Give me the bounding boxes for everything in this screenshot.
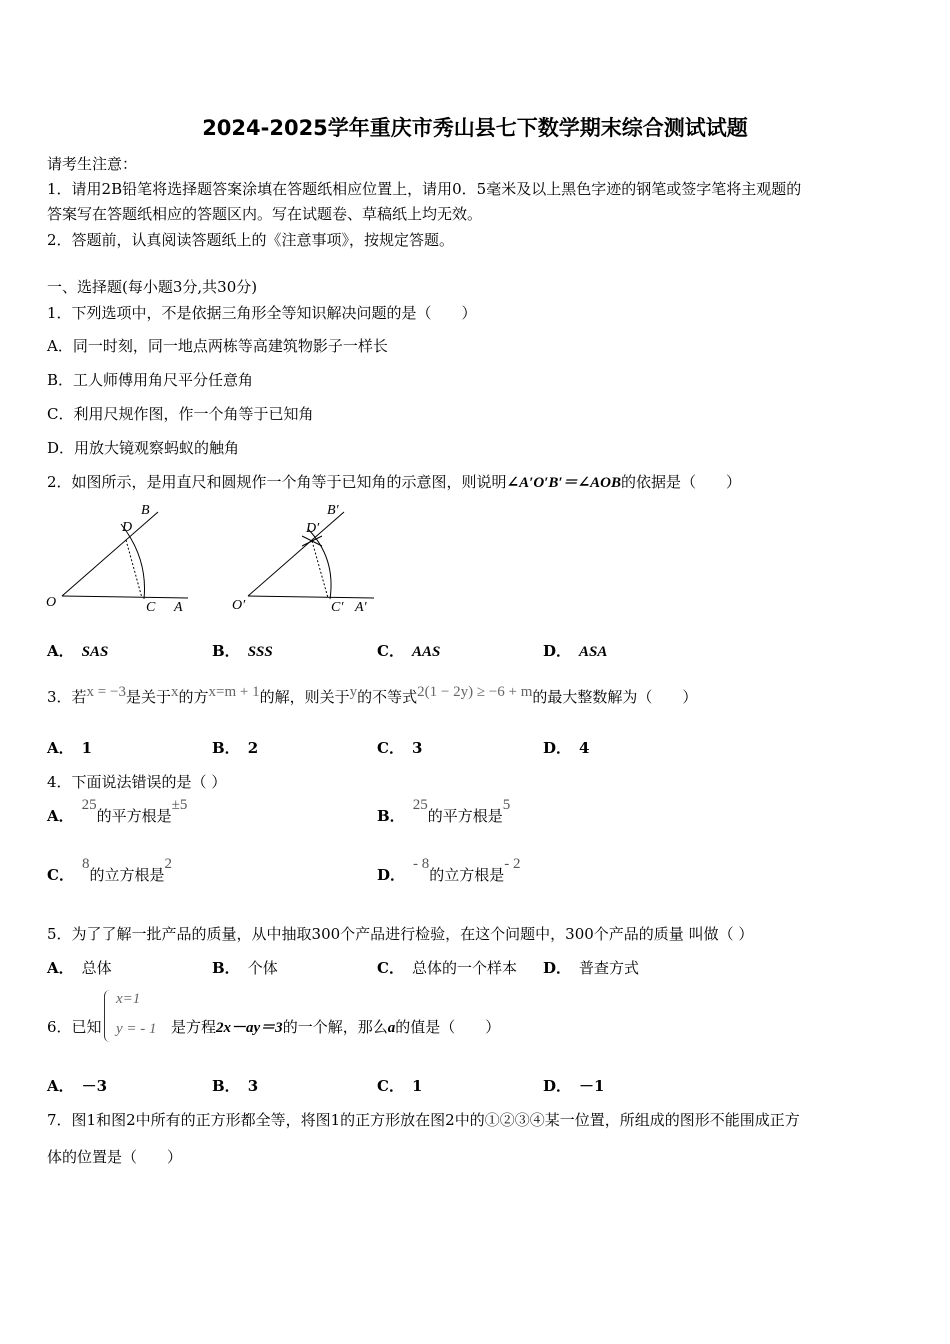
page-title: 2024-2025学年重庆市秀山县七下数学期末综合测试试题 bbox=[202, 116, 748, 140]
q6-option-b: B． 3 bbox=[212, 1077, 259, 1095]
fig2-ray-oa bbox=[248, 596, 374, 598]
fig1-ray-ob bbox=[62, 512, 158, 596]
q4-option-d: D．- 8的立方根是- 2 bbox=[377, 856, 521, 884]
fig1-label-a: A bbox=[174, 600, 183, 615]
q2-stem-pre: 2．如图所示，是用直尺和圆规作一个角等于已知角的示意图，则说明 bbox=[47, 473, 507, 491]
q6-option-c: C． 1 bbox=[377, 1077, 423, 1095]
q3-math-inequality: 2(1 − 2y) ≥ −6 + m bbox=[417, 684, 533, 700]
q6-system-line-2: y = - 1 bbox=[116, 1021, 157, 1037]
q7-stem-line-1: 7．图1和图2中所有的正方形都全等，将图1的正方形放在图2中的①②③④某一位置，所组成的图形不能围成正方 bbox=[47, 1111, 800, 1129]
fig1-label-b: B bbox=[141, 503, 150, 518]
q5-option-d: D． 普查方式 bbox=[543, 959, 640, 977]
q2-figure-1 bbox=[46, 503, 188, 615]
q1-stem: 1．下列选项中，不是依据三角形全等知识解决问题的是（ ） bbox=[47, 304, 477, 322]
fig2-ray-ob bbox=[248, 512, 344, 596]
q2-option-b: B． SSS bbox=[212, 642, 273, 660]
q1-option-d: D．用放大镜观察蚂蚁的触角 bbox=[47, 439, 240, 457]
q4-option-b: B．25的平方根是5 bbox=[377, 797, 511, 825]
q2-option-d: D． ASA bbox=[543, 642, 608, 660]
notice-line-2: 2．答题前，认真阅读答题纸上的《注意事项》，按规定答题。 bbox=[47, 231, 455, 249]
q3-option-c: C． 3 bbox=[377, 739, 423, 757]
q6-option-a: A． －3 bbox=[47, 1077, 108, 1095]
section-heading: 一、选择题(每小题3分,共30分) bbox=[47, 278, 258, 296]
q6-equation: 2x－ay＝3 bbox=[216, 1020, 283, 1036]
q6-option-d: D． －1 bbox=[543, 1077, 605, 1095]
notice-heading: 请考生注意： bbox=[47, 155, 138, 173]
q6-system-brace bbox=[104, 990, 113, 1042]
q4-option-a: A．25的平方根是±5 bbox=[47, 797, 188, 825]
fig1-label-d: D bbox=[122, 520, 133, 535]
q6-system-line-1: x=1 bbox=[116, 991, 141, 1007]
fig2-label-c: C′ bbox=[331, 600, 344, 615]
q1-option-a: A．同一时刻，同一地点两栋等高建筑物影子一样长 bbox=[47, 337, 388, 355]
fig2-dashed-dc bbox=[312, 541, 328, 598]
q2-figure-2 bbox=[232, 503, 374, 615]
q2-stem bbox=[47, 471, 741, 492]
fig2-label-d: D′ bbox=[306, 521, 320, 536]
fig1-label-o: O bbox=[46, 595, 57, 610]
fig1-label-c: C bbox=[146, 600, 156, 615]
notice-line-1a: 1．请用2B铅笔将选择题答案涂填在答题纸相应位置上，请用0．5毫米及以上黑色字迹的钢笔或签字笔将主观题的 bbox=[47, 180, 802, 198]
q2-stem-math: ∠A′O′B′＝∠AOB bbox=[506, 475, 622, 491]
q7-stem-line-2: 体的位置是（ ） bbox=[47, 1148, 183, 1166]
fig2-label-b: B′ bbox=[327, 503, 339, 518]
q3-option-d: D． 4 bbox=[543, 739, 590, 757]
notice-line-1b: 答案写在答题纸相应的答题区内。写在试题卷、草稿纸上均无效。 bbox=[47, 205, 483, 223]
fig2-label-o: O′ bbox=[232, 598, 246, 613]
q4-stem: 4．下面说法错误的是（ ） bbox=[47, 773, 227, 791]
q5-option-b: B． 个体 bbox=[212, 959, 278, 977]
fig2-cross-arcs bbox=[302, 536, 322, 546]
q3-math-x-eq: x = −3 bbox=[86, 684, 126, 700]
q4-option-c: C．8的立方根是2 bbox=[47, 856, 172, 884]
q2-option-c: C． AAS bbox=[377, 642, 441, 660]
q2-construction-figure bbox=[40, 498, 380, 620]
q6-stem: 是方程2x－ay＝3的一个解，那么a的值是（ ） bbox=[171, 1018, 501, 1036]
q2-option-a: A． SAS bbox=[47, 642, 109, 660]
q2-stem-post: 的依据是（ ） bbox=[621, 473, 742, 491]
fig1-dashed-dc bbox=[126, 540, 142, 598]
q5-option-c: C． 总体的一个样本 bbox=[377, 959, 517, 977]
q6-prefix: 6．已知 bbox=[47, 1018, 102, 1036]
q3-stem: 3．若x = −3是关于x的方x=m + 1的解，则关于y的不等式2(1 − 2y) ≥ −6 + m的最大整数解为（ ） bbox=[47, 684, 698, 706]
q3-option-b: B． 2 bbox=[212, 739, 259, 757]
q3-option-a: A． 1 bbox=[47, 739, 93, 757]
q1-option-c: C．利用尺规作图，作一个角等于已知角 bbox=[47, 405, 314, 423]
q3-math-equation: x=m + 1 bbox=[208, 684, 260, 700]
fig2-arc bbox=[308, 529, 331, 599]
q1-option-b: B．工人师傅用角尺平分任意角 bbox=[47, 371, 254, 389]
q5-option-a: A． 总体 bbox=[47, 959, 112, 977]
fig1-arc bbox=[121, 524, 145, 599]
fig2-label-a: A′ bbox=[355, 600, 367, 615]
fig1-ray-oa bbox=[62, 596, 188, 598]
q5-stem: 5．为了了解一批产品的质量，从中抽取300个产品进行检验，在这个问题中，300个产品的质量 叫做（ ） bbox=[47, 925, 754, 943]
